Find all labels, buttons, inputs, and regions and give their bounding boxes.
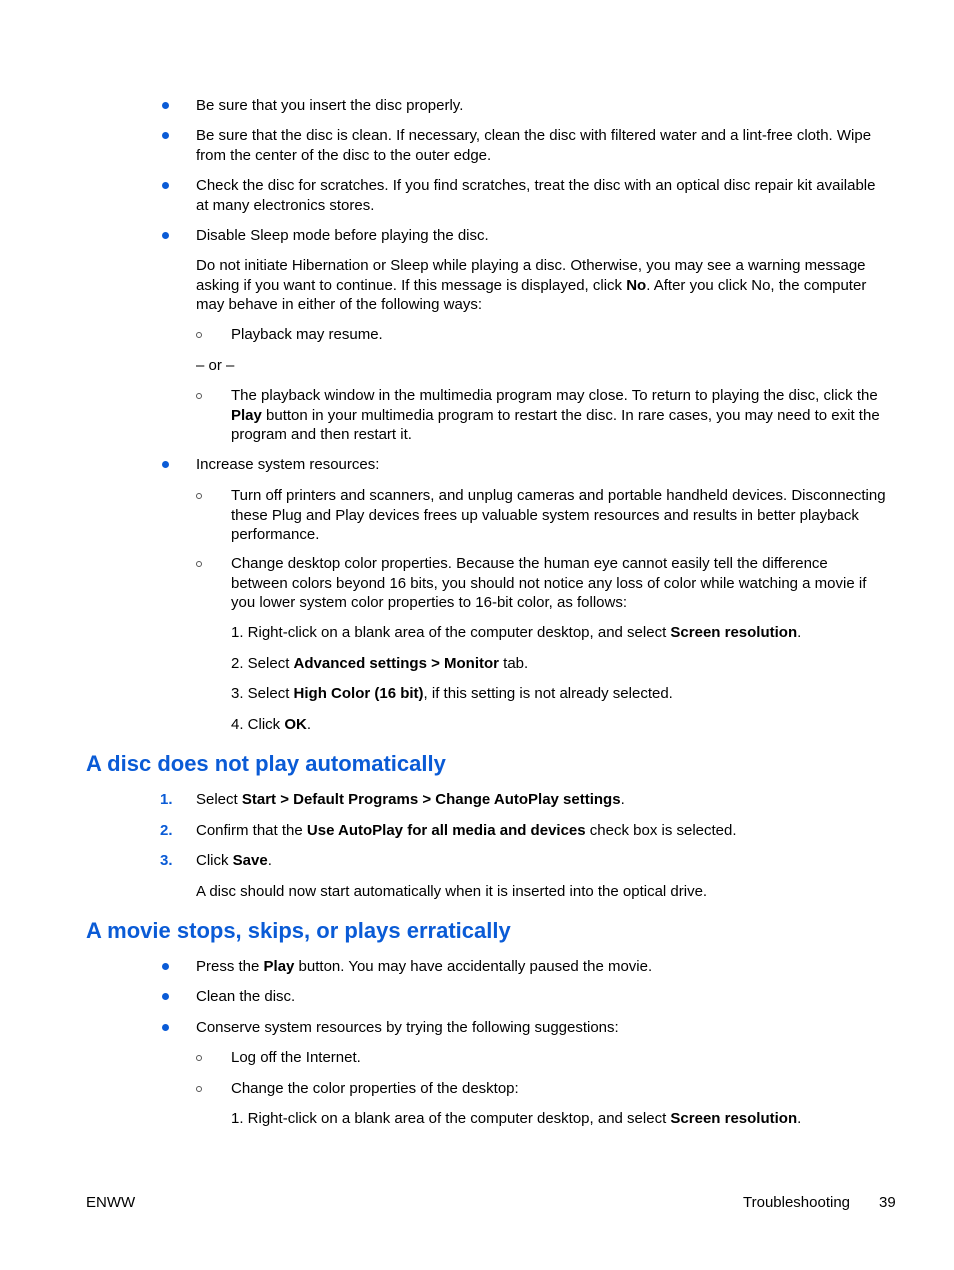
autoplay-step-1: Select Start > Default Programs > Change AutoPlay settings. <box>196 791 625 808</box>
bullet-scratches: Check the disc for scratches. If you find scratches, treat the disc with an optical disc repair kit available at many electronics stores. <box>196 177 876 214</box>
movie-step-1: 1. Right-click on a blank area of the computer desktop, and select Screen resolution. <box>231 1110 802 1127</box>
sub-item-log-off: Log off the Internet. <box>231 1049 361 1066</box>
step-2: 2. Select Advanced settings > Monitor tab. <box>231 655 529 672</box>
sleep-paragraph: Do not initiate Hibernation or Sleep while playing a disc. Otherwise, you may see a warning message asking if you want to continue. If this message is displayed, click No. After you click No, the computer may behave in either of the following ways: <box>196 257 867 313</box>
sub-bullet-marker <box>196 393 202 399</box>
bullet-marker <box>162 963 169 970</box>
bullet-press-play: Press the Play button. You may have accidentally paused the movie. <box>196 958 653 975</box>
step-4: 4. Click OK. <box>231 716 312 733</box>
autoplay-note: A disc should now start automatically when it is inserted into the optical drive. <box>196 883 708 900</box>
step-number: 3. <box>160 852 173 869</box>
bullet-marker <box>162 102 169 109</box>
sub-item-window-close: The playback window in the multimedia program may close. To return to playing the disc, click the Play button in your multimedia program to restart the disc. In rare cases, you may need to exit the program and then restart it. <box>231 387 880 443</box>
sub-item-playback-resume: Playback may resume. <box>231 326 383 343</box>
bullet-marker <box>162 182 169 189</box>
bullet-marker <box>162 232 169 239</box>
bullet-marker <box>162 993 169 1000</box>
bullet-insert-disc: Be sure that you insert the disc properly. <box>196 97 464 114</box>
bullet-disable-sleep: Disable Sleep mode before playing the disc. <box>196 227 489 244</box>
page-number: 39 <box>879 1194 896 1211</box>
sub-item-change-color: Change the color properties of the desktop: <box>231 1080 519 1097</box>
autoplay-step-3: Click Save. <box>196 852 272 869</box>
bullet-marker <box>162 461 169 468</box>
step-1: 1. Right-click on a blank area of the computer desktop, and select Screen resolution. <box>231 624 802 641</box>
sub-bullet-marker <box>196 561 202 567</box>
bullet-marker <box>162 1024 169 1031</box>
step-number: 1. <box>160 791 173 808</box>
sub-bullet-marker <box>196 1055 202 1061</box>
sub-item-printers: Turn off printers and scanners, and unplug cameras and portable handheld devices. Disconnecting these Plug and Play devices frees up valuable system resources and results in better playback performance. <box>231 487 886 543</box>
bullet-clean-disc-2: Clean the disc. <box>196 988 296 1005</box>
sub-bullet-marker <box>196 1086 202 1092</box>
bullet-marker <box>162 132 169 139</box>
sub-bullet-marker <box>196 493 202 499</box>
footer-section-name: Troubleshooting <box>743 1194 851 1211</box>
or-separator: – or – <box>196 357 235 374</box>
bullet-conserve-resources: Conserve system resources by trying the following suggestions: <box>196 1019 619 1036</box>
section-heading-movie-stops: A movie stops, skips, or plays erratically <box>86 918 511 943</box>
step-number: 2. <box>160 822 173 839</box>
bullet-increase-resources: Increase system resources: <box>196 456 380 473</box>
step-3: 3. Select High Color (16 bit), if this setting is not already selected. <box>231 685 673 702</box>
footer-left-label: ENWW <box>86 1194 136 1211</box>
section-heading-autoplay: A disc does not play automatically <box>86 751 446 776</box>
sub-item-color-properties: Change desktop color properties. Because the human eye cannot easily tell the difference between colors beyond 16 bits, you should not notice any loss of color while watching a movie if you lower system color properties to 16-bit color, as follows: <box>231 555 867 611</box>
bullet-clean-disc: Be sure that the disc is clean. If necessary, clean the disc with filtered water and a lint-free cloth. Wipe from the center of the disc to the outer edge. <box>196 127 872 164</box>
sub-bullet-marker <box>196 332 202 338</box>
autoplay-step-2: Confirm that the Use AutoPlay for all media and devices check box is selected. <box>196 822 737 839</box>
